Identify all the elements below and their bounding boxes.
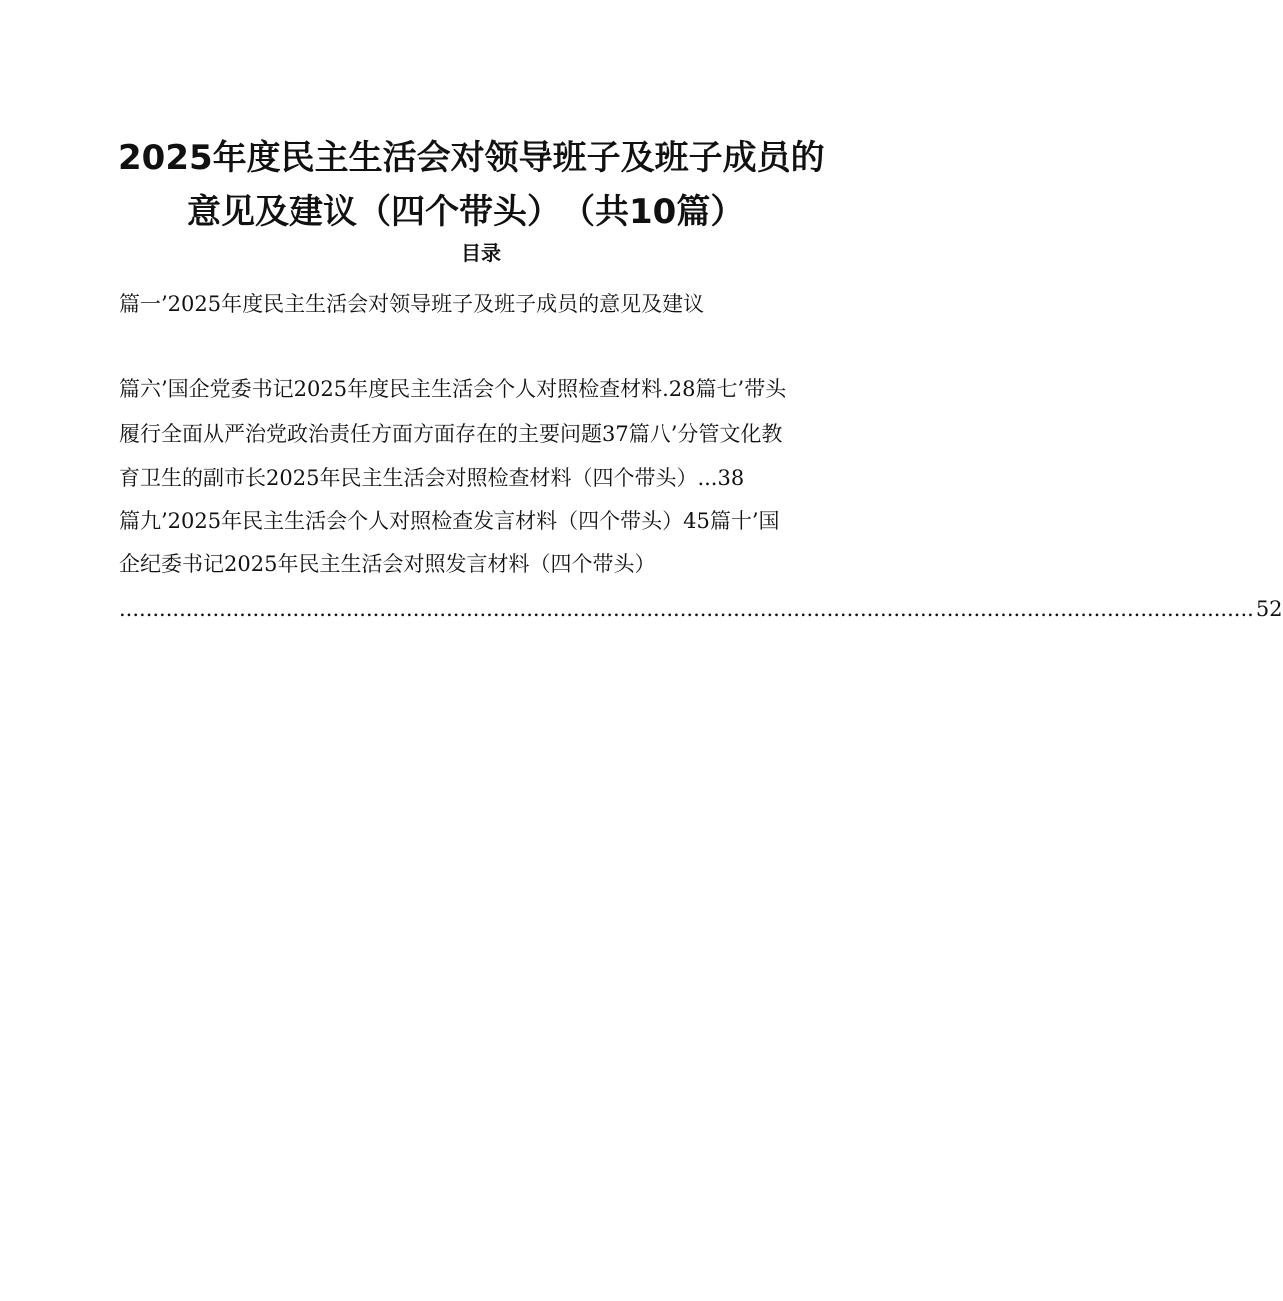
toc-heading: 目录: [461, 241, 501, 265]
toc-page-number: 52: [1255, 597, 1283, 621]
toc-line: 履行全面从严治党政治责任方面方面存在的主要问题37篇八’分管文化教: [119, 422, 783, 446]
toc-line: 篇九’2025年民主生活会个人对照检查发言材料（四个带头）45篇十’国: [119, 509, 780, 533]
toc-line: 篇一’2025年度民主生活会对领导班子及班子成员的意见及建议: [119, 292, 705, 316]
toc-leader-row: [119, 595, 1283, 623]
toc-line: 育卫生的副市长2025年民主生活会对照检查材料（四个带头）...38: [119, 466, 745, 490]
document-title-line-2: 意见及建议（四个带头） （共10篇）: [187, 192, 745, 232]
toc-line: 企纪委书记2025年民主生活会对照发言材料（四个带头）: [119, 552, 656, 576]
toc-leader-dots: ..........................................................................................................................................................................: [119, 597, 1254, 621]
toc-line: 篇六’国企党委书记2025年度民主生活会个人对照检查材料.28篇七’带头: [119, 377, 787, 401]
document-title-line-1: 2025年度民主生活会对领导班子及班子成员的: [118, 138, 825, 178]
